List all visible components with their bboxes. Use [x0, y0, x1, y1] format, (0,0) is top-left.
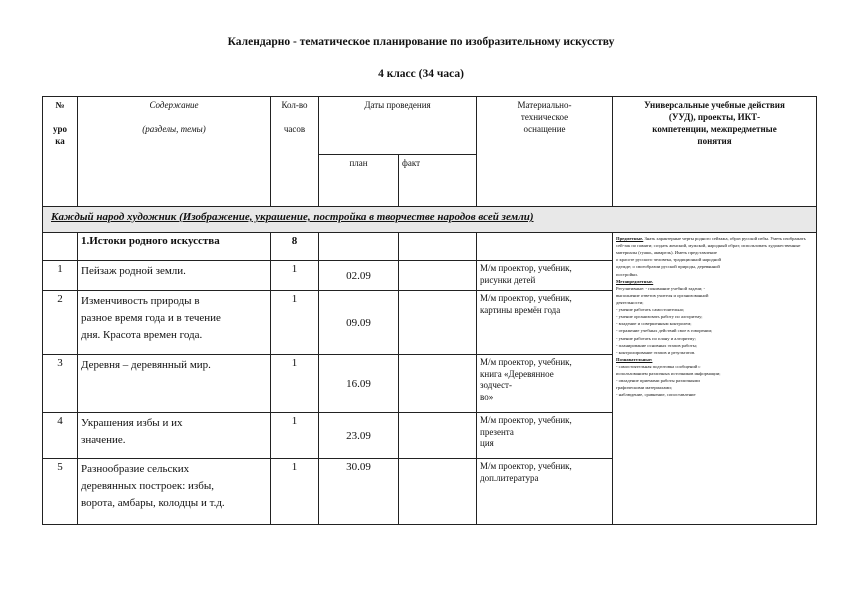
row-fact — [399, 355, 477, 413]
topic-materials-cell — [477, 233, 613, 261]
row-materials: М/м проектор, учебник, доп.литература — [477, 459, 613, 525]
row-fact — [399, 261, 477, 291]
topic-num-cell — [43, 233, 78, 261]
header-materials: Материально- техническое оснащение — [477, 97, 613, 207]
uud-cell: Предметные. Знать характерные черты родного сейзажа, образ русской избы. Уметь изображать сей-зак по памяти; создать женский, мужской, народный образ; использовать художественные материалы (гуашь, акварель). Иметь представление о красоте русского человека, традиционной народной одежде; о своеобразии русской природы, деревянной постройки. Метапредметные. Регулятивные: - понимание учебной задачи; - выполнение ответов учителя и организованной деятельности; - умение работать самостоятельно; - умение организовать работу по алгоритму; - владение и совершенным контролем; - отражение учебных действий свое в говорении; - умение работать по плану и алгоритму; - планирование основных этапов работы; - контролирование этапов и результатов. Познавательные: - самостоятельная подготовка сообщений с использованием различных источников информации; - овладение приемами работы различными графическими материалами; - наблюдение, сравнение, сопоставление — [613, 233, 817, 525]
row-content: Разнообразие сельских деревянных построек: избы, ворота, амбары, колодцы и т.д. — [78, 459, 271, 525]
planning-table — [42, 96, 817, 525]
row-hours: 1 — [271, 413, 319, 459]
row-plan: 16.09 — [319, 355, 399, 413]
header-fact: факт — [399, 155, 477, 207]
row-plan: 09.09 — [319, 291, 399, 355]
row-fact — [399, 291, 477, 355]
row-hours: 1 — [271, 261, 319, 291]
header-content: Содержание (разделы, темы) — [78, 97, 271, 207]
row-num: 3 — [43, 355, 78, 413]
row-materials: М/м проектор, учебник, книга «Деревянное зодчест- во» — [477, 355, 613, 413]
row-num: 2 — [43, 291, 78, 355]
header-dates: Даты проведения — [319, 97, 477, 155]
topic-hours: 8 — [271, 233, 319, 261]
row-num: 1 — [43, 261, 78, 291]
row-fact — [399, 413, 477, 459]
row-materials: М/м проектор, учебник, картины времён года — [477, 291, 613, 355]
page-title: Календарно - тематическое планирование по изобразительному искусству — [227, 36, 615, 48]
page-subtitle: 4 класс (34 часа) — [378, 68, 464, 80]
row-content: Украшения избы и их значение. — [78, 413, 271, 459]
header-num: № уро ка — [43, 97, 78, 207]
row-hours: 1 — [271, 459, 319, 525]
header-hours: Кол-во часов — [271, 97, 319, 207]
row-hours: 1 — [271, 291, 319, 355]
row-num: 5 — [43, 459, 78, 525]
row-materials: М/м проектор, учебник, презента ция — [477, 413, 613, 459]
section-title: Каждый народ художник (Изображение, украшение, постройка в творчестве народов всей земли) — [43, 207, 817, 233]
row-fact — [399, 459, 477, 525]
row-materials: М/м проектор, учебник, рисунки детей — [477, 261, 613, 291]
row-hours: 1 — [271, 355, 319, 413]
topic-plan-cell — [319, 233, 399, 261]
row-plan: 30.09 — [319, 459, 399, 525]
row-content: Пейзаж родной земли. — [78, 261, 271, 291]
row-plan: 02.09 — [319, 261, 399, 291]
topic-name: 1.Истоки родного искусства — [78, 233, 271, 261]
row-content: Изменчивость природы в разное время года и в течение дня. Красота времен года. — [78, 291, 271, 355]
topic-fact-cell — [399, 233, 477, 261]
header-plan: план — [319, 155, 399, 207]
header-uud: Универсальные учебные действия (УУД), проекты, ИКТ- компетенции, межпредметные понятия — [613, 97, 817, 207]
row-plan: 23.09 — [319, 413, 399, 459]
row-content: Деревня – деревянный мир. — [78, 355, 271, 413]
row-num: 4 — [43, 413, 78, 459]
